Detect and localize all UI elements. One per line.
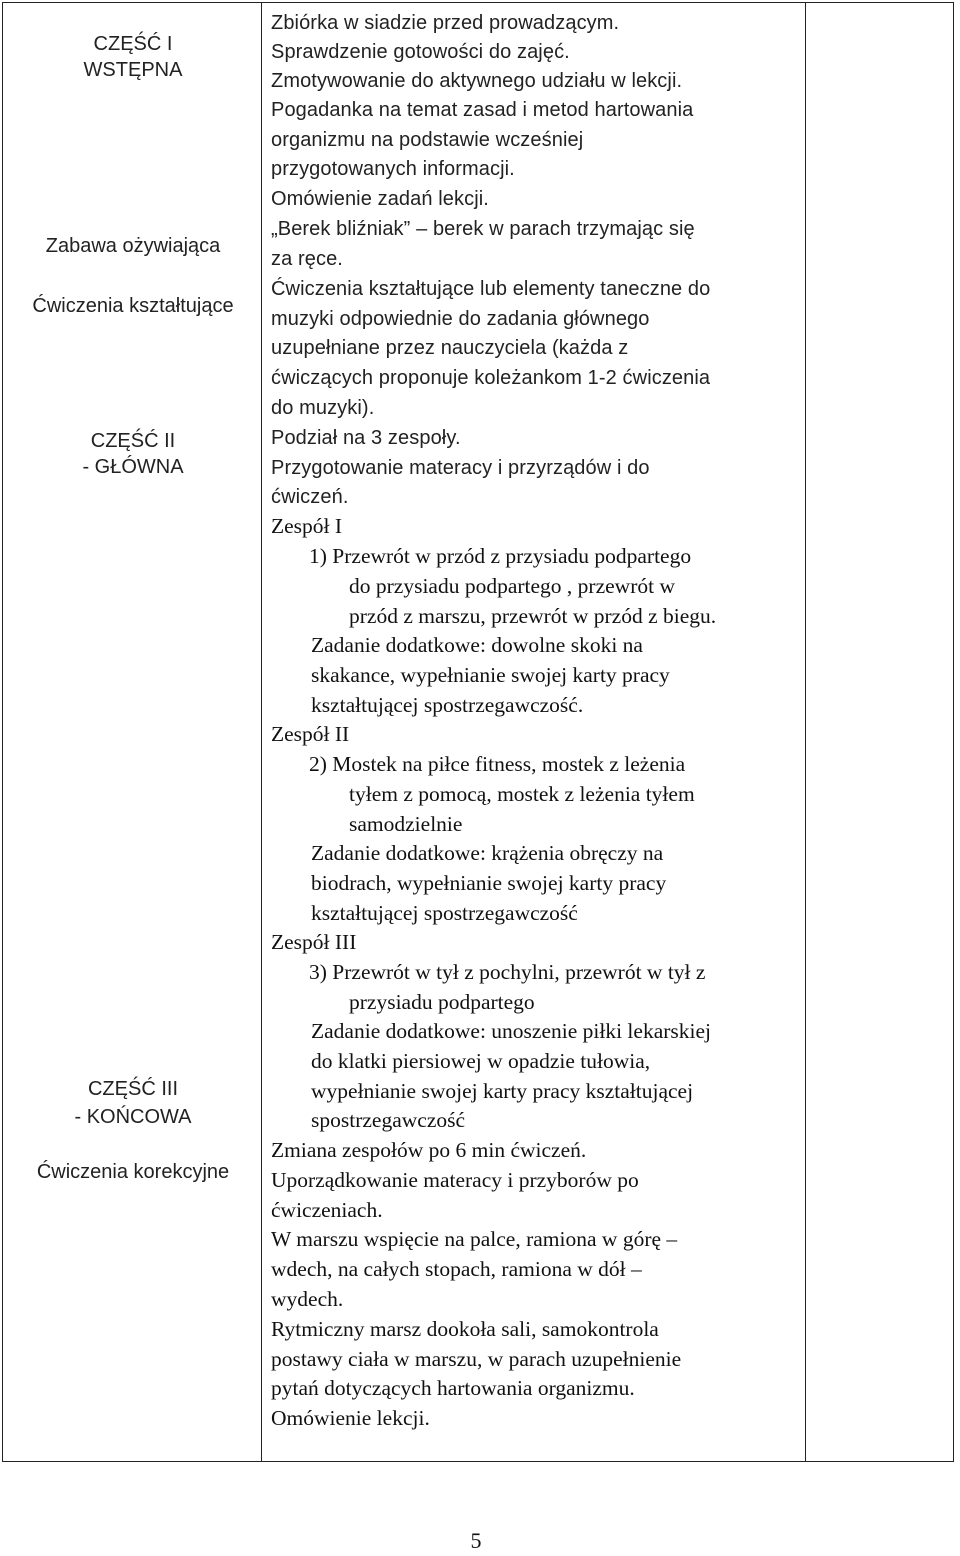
content-line: ćwiczeniach. bbox=[271, 1198, 383, 1222]
content-line: do klatki piersiowej w opadzie tułowia, bbox=[311, 1049, 651, 1073]
content-line: Zmiana zespołów po 6 min ćwiczeń. bbox=[271, 1138, 587, 1162]
content-line: 2) Mostek na piłce fitness, mostek z leżenia bbox=[309, 752, 686, 776]
content-line: do przysiadu podpartego , przewrót w bbox=[349, 574, 675, 598]
column-divider bbox=[261, 3, 262, 1461]
content-line: Przygotowanie materacy i przyrządów i do bbox=[271, 457, 650, 479]
phase-3-title: CZĘŚĆ III bbox=[87, 1078, 178, 1100]
content-line: wypełnianie swojej karty pracy kształtującej bbox=[311, 1079, 694, 1103]
content-line: do muzyki). bbox=[271, 397, 375, 419]
team-1-heading: Zespół I bbox=[271, 514, 343, 538]
content-line: ćwiczeń. bbox=[271, 486, 349, 508]
content-line: wydech. bbox=[271, 1287, 344, 1311]
lesson-plan-table bbox=[2, 2, 954, 1462]
content-line: wdech, na całych stopach, ramiona w dół – bbox=[271, 1257, 642, 1281]
content-line: samodzielnie bbox=[349, 812, 463, 836]
content-line: postawy ciała w marszu, w parach uzupełnienie bbox=[271, 1347, 682, 1371]
content-line: tyłem z pomocą, mostek z leżenia tyłem bbox=[349, 782, 695, 806]
content-line: biodrach, wypełnianie swojej karty pracy bbox=[311, 871, 667, 895]
content-line: Omówienie lekcji. bbox=[271, 1406, 430, 1430]
content-line: Zadanie dodatkowe: dowolne skoki na bbox=[311, 633, 643, 657]
corrective-exercises-label: Ćwiczenia korekcyjne bbox=[36, 1161, 230, 1183]
lesson-phase-column bbox=[5, 3, 261, 1461]
content-line: przysiadu podpartego bbox=[349, 990, 535, 1014]
page-number: 5 bbox=[470, 1528, 482, 1553]
content-line: Zadanie dodatkowe: krążenia obręczy na bbox=[311, 841, 664, 865]
team-2-heading: Zespół II bbox=[271, 722, 350, 746]
content-line: Pogadanka na temat zasad i metod hartowania bbox=[271, 99, 694, 121]
content-line: kształtującej spostrzegawczość. bbox=[311, 693, 584, 717]
column-divider bbox=[805, 3, 806, 1461]
shaping-exercises-label: Ćwiczenia kształtujące bbox=[32, 295, 234, 317]
warmup-game-label: Zabawa ożywiająca bbox=[45, 235, 221, 257]
content-line: 1) Przewrót w przód z przysiadu podpartego bbox=[309, 544, 692, 568]
content-line: muzyki odpowiednie do zadania głównego bbox=[271, 308, 650, 330]
content-line: Ćwiczenia kształtujące lub elementy taneczne do bbox=[271, 278, 711, 300]
phase-1-subtitle: WSTĘPNA bbox=[83, 59, 183, 81]
content-line: „Berek bliźniak” – berek w parach trzymając się bbox=[271, 218, 695, 240]
content-line: za ręce. bbox=[271, 248, 343, 270]
content-line: 3) Przewrót w tył z pochylni, przewrót w tył z bbox=[309, 960, 706, 984]
content-line: Rytmiczny marsz dookoła sali, samokontrola bbox=[271, 1317, 659, 1341]
content-line: Omówienie zadań lekcji. bbox=[271, 188, 489, 210]
content-line: pytań dotyczących hartowania organizmu. bbox=[271, 1376, 635, 1400]
phase-1-title: CZĘŚĆ I bbox=[93, 33, 173, 55]
content-line: spostrzegawczość bbox=[311, 1108, 466, 1132]
content-line: kształtującej spostrzegawczość bbox=[311, 901, 578, 925]
content-line: Uporządkowanie materacy i przyborów po bbox=[271, 1168, 639, 1192]
content-line: skakance, wypełnianie swojej karty pracy bbox=[311, 663, 670, 687]
phase-3-subtitle: - KOŃCOWA bbox=[74, 1106, 192, 1128]
content-line: uzupełniane przez nauczyciela (każda z bbox=[271, 337, 629, 359]
team-3-heading: Zespół III bbox=[271, 930, 357, 954]
content-line: Sprawdzenie gotowości do zajęć. bbox=[271, 41, 570, 63]
content-line: organizmu na podstawie wcześniej bbox=[271, 129, 584, 151]
content-line: przód z marszu, przewrót w przód z biegu. bbox=[349, 604, 717, 628]
content-line: Podział na 3 zespoły. bbox=[271, 427, 461, 449]
content-line: ćwiczących proponuje koleżankom 1-2 ćwiczenia bbox=[271, 367, 711, 389]
phase-2-subtitle: - GŁÓWNA bbox=[82, 456, 184, 478]
content-line: W marszu wspięcie na palce, ramiona w górę – bbox=[271, 1227, 678, 1251]
content-line: Zadanie dodatkowe: unoszenie piłki lekarskiej bbox=[311, 1019, 712, 1043]
content-line: Zbiórka w siadzie przed prowadzącym. bbox=[271, 12, 620, 34]
content-line: Zmotywowanie do aktywnego udziału w lekcji. bbox=[271, 70, 683, 92]
content-line: przygotowanych informacji. bbox=[271, 158, 515, 180]
phase-2-title: CZĘŚĆ II bbox=[90, 430, 176, 452]
